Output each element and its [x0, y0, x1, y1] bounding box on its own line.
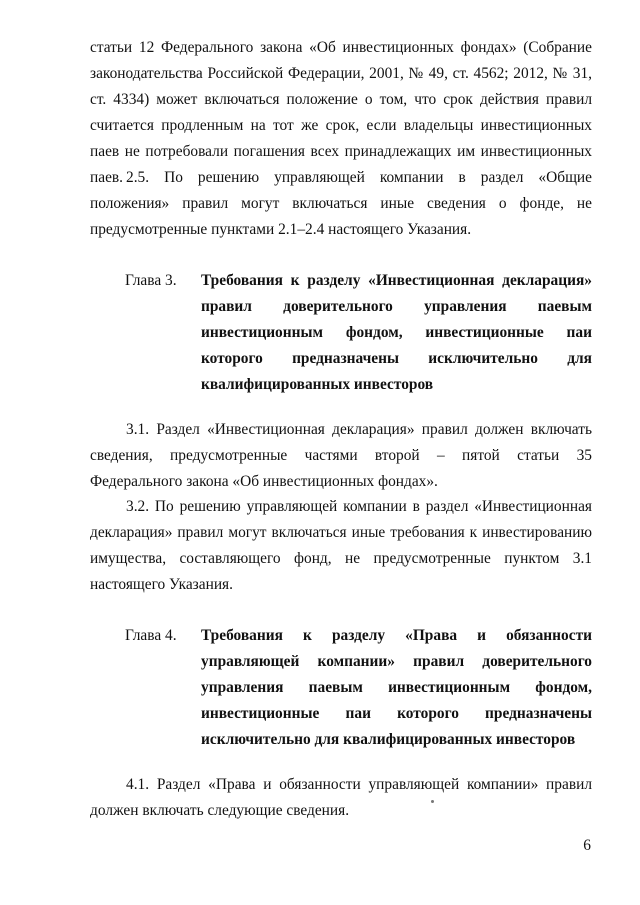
scan-speck [431, 800, 434, 803]
paragraph-3-2: 3.2. По решению управляющей компании в раздел «Инвестиционная декларация» правил могут включаться иные требования к инвестированию имущества, составляющего фонд, не предусмотренные пунктом 3.1 настоящего Указания. [90, 498, 592, 593]
paragraph-3-1: 3.1. Раздел «Инвестиционная декларация» правил должен включать сведения, предусмотренные частями второй – пятой статьи 35 Федерального закона «Об инвестиционных фондах». [90, 421, 592, 490]
chapter-3-title: Требования к разделу «Инвестиционная декларация» правил доверительного управления паевым инвестиционным фондом, инвестиционные паи которого предназначены исключительно для квалифицированных инвесторов [201, 272, 592, 393]
paragraph-4-1: 4.1. Раздел «Права и обязанности управляющей компании» правил должен включать следующие сведения. [90, 776, 592, 819]
chapter-3-label: Глава 3. [125, 272, 177, 289]
page-number: 6 [583, 837, 591, 854]
chapter-4-title: Требования к разделу «Права и обязанности управляющей компании» правил доверительного управления паевым инвестиционным фондом, инвестиционные паи которого предназначены исключительно для квалифицированных инвесторов [201, 627, 592, 748]
paragraph-continuation: статьи 12 Федерального закона «Об инвестиционных фондах» (Собрание законодательства Российской Федерации, 2001, № 49, ст. 4562; 2012, № 31, ст. 4334) может включаться положение о том, что срок действия правил считается продленным на тот же срок, если владельцы инвестиционных паев не потребовали погашения всех принадлежащих им инвестиционных паев. [90, 39, 592, 186]
chapter-4-label: Глава 4. [125, 627, 177, 644]
paragraph-2-5: 2.5. По решению управляющей компании в раздел «Общие положения» правил могут включаться иные сведения о фонде, не предусмотренные пунктами 2.1–2.4 настоящего Указания. [90, 169, 592, 238]
